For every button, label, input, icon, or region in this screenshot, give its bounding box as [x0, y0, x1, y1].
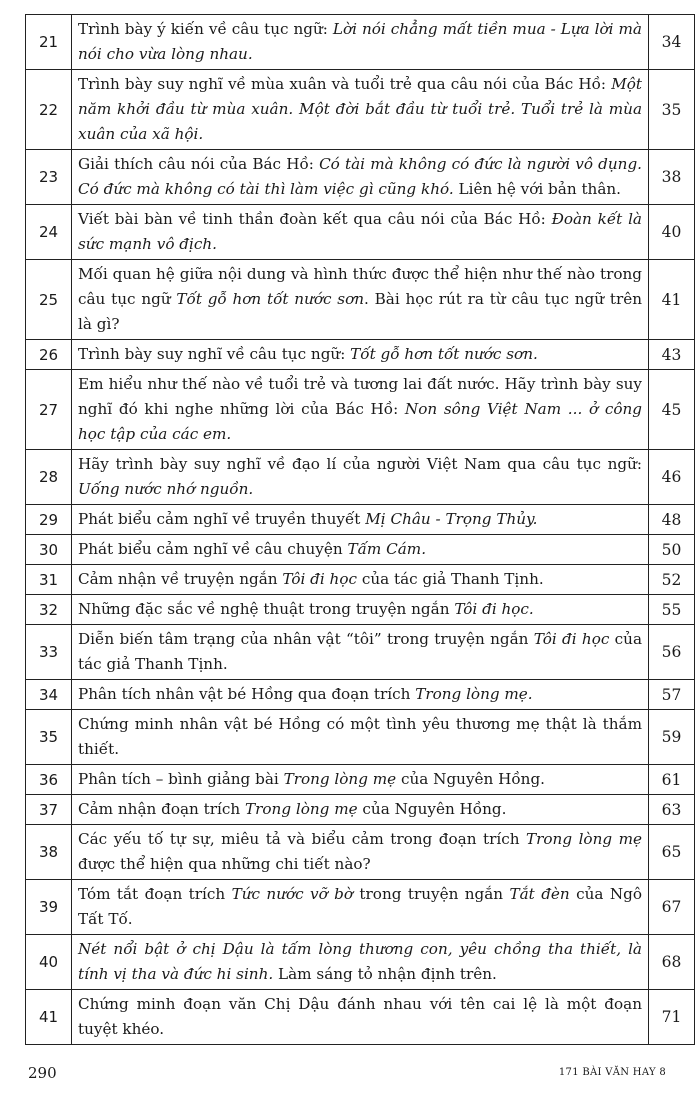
item-title	[72, 625, 649, 680]
page-ref: 71	[649, 990, 695, 1045]
title-italic-segment: Tức nước vỡ bờ	[231, 885, 354, 903]
item-number: 27	[26, 370, 72, 450]
item-number: 40	[26, 935, 72, 990]
page-ref: 48	[649, 505, 695, 535]
item-title	[72, 795, 649, 825]
table-row	[26, 990, 695, 1045]
table-row	[26, 680, 695, 710]
item-number: 30	[26, 535, 72, 565]
table-row	[26, 795, 695, 825]
table-row	[26, 370, 695, 450]
title-italic-segment: Nét nổi bật ở chị Dậu là tấm lòng thương con, yêu chồng tha thiết, là tính vị tha và đức hi sinh.	[78, 940, 642, 983]
title-text-segment: của tác giả Thanh Tịnh.	[78, 630, 642, 673]
item-title	[72, 150, 649, 205]
item-number: 21	[26, 15, 72, 70]
item-title	[72, 880, 649, 935]
item-number: 24	[26, 205, 72, 260]
table-row	[26, 880, 695, 935]
item-number: 39	[26, 880, 72, 935]
item-title	[72, 450, 649, 505]
table-row	[26, 565, 695, 595]
page-ref: 46	[649, 450, 695, 505]
title-text-segment: Hãy trình bày suy nghĩ về đạo lí của người Việt Nam qua câu tục ngữ:	[78, 455, 642, 473]
table-row	[26, 150, 695, 205]
page-ref: 68	[649, 935, 695, 990]
page-ref: 41	[649, 260, 695, 340]
item-title	[72, 340, 649, 370]
title-text-segment: Chứng minh nhân vật bé Hồng có một tình yêu thương mẹ thật là thắm thiết.	[78, 715, 642, 758]
title-text-segment: Chứng minh đoạn văn Chị Dậu đánh nhau với tên cai lệ là một đoạn tuyệt khéo.	[78, 995, 642, 1038]
table-row	[26, 450, 695, 505]
page-ref: 50	[649, 535, 695, 565]
title-text-segment: Phát biểu cảm nghĩ về câu chuyện	[78, 540, 348, 558]
title-italic-segment: Tấm Cám.	[347, 540, 427, 558]
title-italic-segment: Trong lòng mẹ	[245, 800, 358, 818]
title-text-segment: của Ngô Tất Tố.	[78, 885, 642, 928]
title-text-segment: của Nguyên Hồng.	[396, 770, 545, 788]
title-text-segment: Trình bày suy nghĩ về câu tục ngữ:	[78, 345, 351, 363]
item-title	[72, 535, 649, 565]
title-text-segment: Liên hệ với bản thân.	[453, 180, 621, 198]
title-italic-segment: Đoàn kết là sức mạnh vô địch.	[78, 210, 642, 253]
page-ref: 43	[649, 340, 695, 370]
item-number: 25	[26, 260, 72, 340]
table-row	[26, 935, 695, 990]
item-number: 31	[26, 565, 72, 595]
page-ref: 38	[649, 150, 695, 205]
item-title	[72, 505, 649, 535]
title-text-segment: Trình bày suy nghĩ về mùa xuân và tuổi trẻ qua câu nói của Bác Hồ:	[78, 75, 612, 93]
item-title	[72, 70, 649, 150]
page-ref: 59	[649, 710, 695, 765]
item-title	[72, 710, 649, 765]
title-text-segment: Phân tích – bình giảng bài	[78, 770, 284, 788]
page-ref: 63	[649, 795, 695, 825]
item-number: 41	[26, 990, 72, 1045]
item-number: 32	[26, 595, 72, 625]
title-text-segment: Tóm tắt đoạn trích	[78, 885, 232, 903]
title-italic-segment: Non sông Việt Nam ... ở công học tập của các em.	[78, 400, 642, 443]
title-text-segment: . Bài học rút ra từ câu tục ngữ trên là gì?	[78, 290, 642, 333]
item-title	[72, 595, 649, 625]
item-title	[72, 680, 649, 710]
title-text-segment: Trình bày ý kiến về câu tục ngữ:	[78, 20, 333, 38]
item-number: 37	[26, 795, 72, 825]
page-ref: 55	[649, 595, 695, 625]
table-row	[26, 765, 695, 795]
page-ref: 34	[649, 15, 695, 70]
page-ref: 45	[649, 370, 695, 450]
table-row	[26, 595, 695, 625]
title-italic-segment: Tôi đi học	[282, 570, 357, 588]
item-title	[72, 260, 649, 340]
table-row	[26, 625, 695, 680]
table-row	[26, 15, 695, 70]
title-text-segment: được thể hiện qua những chi tiết nào?	[78, 855, 371, 873]
title-text-segment: Viết bài bàn về tinh thần đoàn kết qua câu nói của Bác Hồ:	[78, 210, 552, 228]
table-row	[26, 535, 695, 565]
item-number: 28	[26, 450, 72, 505]
title-text-segment: của tác giả Thanh Tịnh.	[357, 570, 544, 588]
item-title	[72, 990, 649, 1045]
title-italic-segment: Một năm khởi đầu từ mùa xuân. Một đời bắt đầu từ tuổi trẻ. Tuổi trẻ là mùa xuân của xã hội.	[78, 75, 642, 143]
table-row	[26, 260, 695, 340]
title-italic-segment: Trong lòng mẹ.	[415, 685, 533, 703]
page-ref: 65	[649, 825, 695, 880]
title-italic-segment: Mị Châu - Trọng Thủy.	[365, 510, 538, 528]
title-text-segment: Cảm nhận về truyện ngắn	[78, 570, 283, 588]
title-italic-segment: Trong lòng mẹ	[283, 770, 397, 788]
item-title	[72, 370, 649, 450]
page-ref: 61	[649, 765, 695, 795]
item-number: 26	[26, 340, 72, 370]
title-text-segment: Phân tích nhân vật bé Hồng qua đoạn trích	[78, 685, 416, 703]
page-ref: 40	[649, 205, 695, 260]
item-title	[72, 205, 649, 260]
item-number: 29	[26, 505, 72, 535]
title-text-segment: Các yếu tố tự sự, miêu tả và biểu cảm trong đoạn trích	[78, 830, 527, 848]
page-ref: 56	[649, 625, 695, 680]
item-number: 33	[26, 625, 72, 680]
title-text-segment: Em hiểu như thế nào về tuổi trẻ và tương lai đất nước. Hãy trình bày suy nghĩ đó khi nghe những lời của Bác Hồ:	[78, 375, 642, 418]
page-ref: 52	[649, 565, 695, 595]
page-ref: 67	[649, 880, 695, 935]
item-title	[72, 825, 649, 880]
table-row	[26, 710, 695, 765]
book-title-footer: 171 BÀI VĂN HAY 8	[558, 1067, 666, 1078]
table-row	[26, 340, 695, 370]
title-italic-segment: Lời nói chẳng mất tiền mua - Lựa lời mà nói cho vừa lòng nhau.	[78, 20, 642, 63]
table-row	[26, 205, 695, 260]
item-number: 36	[26, 765, 72, 795]
title-text-segment: của Nguyên Hồng.	[357, 800, 507, 818]
item-title	[72, 935, 649, 990]
table-row	[26, 825, 695, 880]
item-number: 35	[26, 710, 72, 765]
item-title	[72, 15, 649, 70]
title-italic-segment: Tốt gỗ hơn tốt nước sơn.	[350, 345, 538, 363]
table-row	[26, 70, 695, 150]
item-number: 23	[26, 150, 72, 205]
title-italic-segment: Trong lòng mẹ	[526, 830, 642, 848]
title-italic-segment: Uống nước nhớ nguồn.	[78, 480, 254, 498]
title-text-segment: Làm sáng tỏ nhận định trên.	[273, 965, 497, 983]
title-text-segment: Những đặc sắc về nghệ thuật trong truyện ngắn	[78, 600, 455, 618]
page-number: 290	[28, 1064, 57, 1082]
table-row	[26, 505, 695, 535]
item-number: 34	[26, 680, 72, 710]
title-italic-segment: Có tài mà không có đức là người vô dụng. Có đức mà không có tài thì làm việc gì cũng khó.	[78, 155, 642, 198]
toc-body	[26, 15, 695, 1045]
title-italic-segment: Tôi đi học	[533, 630, 610, 648]
title-text-segment: Cảm nhận đoạn trích	[78, 800, 245, 818]
title-italic-segment: Tắt đèn	[509, 885, 570, 903]
title-text-segment: trong truyện ngắn	[353, 885, 510, 903]
title-text-segment: Phát biểu cảm nghĩ về truyền thuyết	[78, 510, 366, 528]
title-text-segment: Mối quan hệ giữa nội dung và hình thức được thể hiện như thế nào trong câu tục ngữ	[78, 265, 642, 308]
page-ref: 35	[649, 70, 695, 150]
item-title	[72, 765, 649, 795]
title-italic-segment: Tôi đi học.	[454, 600, 534, 618]
item-number: 38	[26, 825, 72, 880]
title-italic-segment: Tốt gỗ hơn tốt nước sơn	[176, 290, 365, 308]
table-of-contents	[25, 14, 695, 1045]
item-number: 22	[26, 70, 72, 150]
title-text-segment: Diễn biến tâm trạng của nhân vật “tôi” trong truyện ngắn	[78, 630, 534, 648]
page-ref: 57	[649, 680, 695, 710]
item-title	[72, 565, 649, 595]
title-text-segment: Giải thích câu nói của Bác Hồ:	[78, 155, 320, 173]
